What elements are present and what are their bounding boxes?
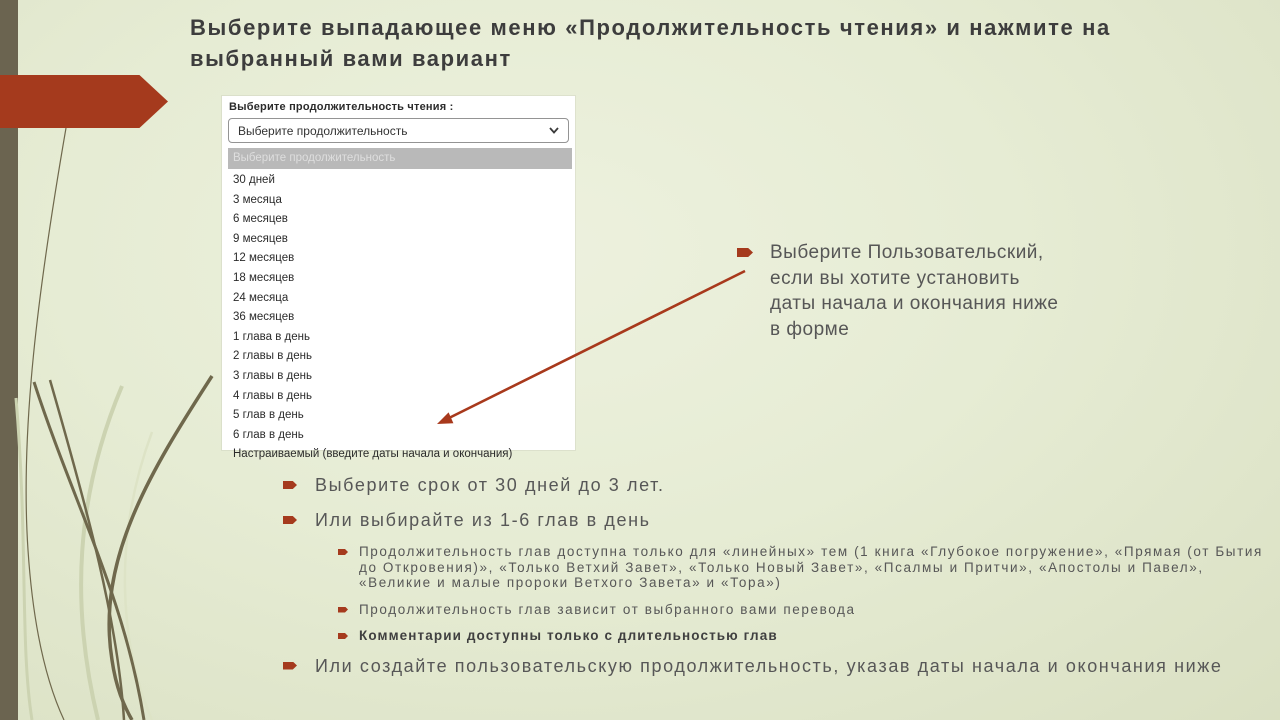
dropdown-option[interactable]: 1 глава в день bbox=[233, 330, 310, 343]
pennant-bullet-icon bbox=[338, 607, 348, 613]
chevron-down-icon bbox=[549, 127, 559, 134]
dropdown-option[interactable]: Настраиваемый (введите даты начала и окончания) bbox=[233, 448, 513, 461]
dropdown-option[interactable]: 18 месяцев bbox=[233, 271, 295, 284]
bullet-item bbox=[283, 509, 1268, 531]
bullet-text: Продолжительность глав зависит от выбранного вами перевода bbox=[359, 601, 856, 617]
pennant-bullet-icon bbox=[338, 633, 348, 639]
dropdown-option[interactable]: 2 главы в день bbox=[233, 350, 312, 363]
dropdown-option[interactable]: 36 месяцев bbox=[233, 311, 295, 324]
pennant-bullet-icon bbox=[283, 516, 297, 524]
dropdown-screenshot-panel bbox=[222, 96, 575, 461]
dropdown-option[interactable]: 4 главы в день bbox=[233, 389, 312, 402]
pennant-bullet-icon bbox=[338, 549, 348, 555]
bullet-text: Или выбирайте из 1-6 глав в день bbox=[315, 510, 651, 530]
dropdown-option[interactable]: 12 месяцев bbox=[233, 252, 295, 265]
dropdown-option[interactable]: 3 главы в день bbox=[233, 369, 312, 382]
bullet-text: Или создайте пользовательскую продолжительность, указав даты начала и окончания ниже bbox=[315, 655, 1223, 676]
bullet-item bbox=[283, 655, 1268, 677]
duration-select[interactable] bbox=[228, 118, 569, 143]
dropdown-option[interactable]: Выберите продолжительность bbox=[228, 148, 572, 169]
callout-text: Выберите Пользовательский, если вы хотите установить даты начала и окончания ниже в форме bbox=[770, 242, 1059, 340]
page-title: Выберите выпадающее меню «Продолжительность чтения» и нажмите на выбранный вами вариант bbox=[190, 15, 1111, 71]
pennant-bullet-icon bbox=[283, 481, 297, 489]
duration-field-label: Выберите продолжительность чтения : bbox=[229, 101, 454, 113]
bullet-list bbox=[283, 474, 1268, 690]
dropdown-option[interactable]: 9 месяцев bbox=[233, 232, 288, 245]
dropdown-option[interactable]: 5 глав в день bbox=[233, 409, 304, 422]
callout bbox=[737, 240, 1077, 342]
bullet-item bbox=[338, 544, 1268, 591]
bullet-item bbox=[283, 474, 1268, 496]
dropdown-options bbox=[228, 148, 572, 465]
dropdown-option[interactable]: 30 дней bbox=[233, 174, 275, 186]
dropdown-option[interactable]: 6 месяцев bbox=[233, 213, 288, 226]
duration-select-value: Выберите продолжительность bbox=[238, 123, 408, 138]
red-pennant-decoration bbox=[0, 75, 168, 128]
dropdown-option[interactable]: 3 месяца bbox=[233, 193, 282, 206]
bullet-item bbox=[338, 602, 1268, 618]
bullet-text: Комментарии доступны только с длительностью глав bbox=[359, 628, 778, 643]
pennant-bullet-icon bbox=[737, 248, 753, 257]
dropdown-option[interactable]: 24 месяца bbox=[233, 291, 289, 304]
pennant-bullet-icon bbox=[283, 662, 297, 670]
dropdown-option[interactable]: 6 глав в день bbox=[233, 428, 304, 441]
bullet-text: Выберите срок от 30 дней до 3 лет. bbox=[315, 475, 665, 495]
bullet-text: Продолжительность глав доступна только для «линейных» тем (1 книга «Глубокое погружение», «Прямая (от Бытия до Откровения)», «Только Ветхий Завет», «Только Новый Завет», «Псалмы и Притчи», «Апостолы и Павел», «Великие и малые пророки Ветхого Завета» и «Тора») bbox=[359, 544, 1263, 590]
bullet-item bbox=[338, 628, 1268, 644]
